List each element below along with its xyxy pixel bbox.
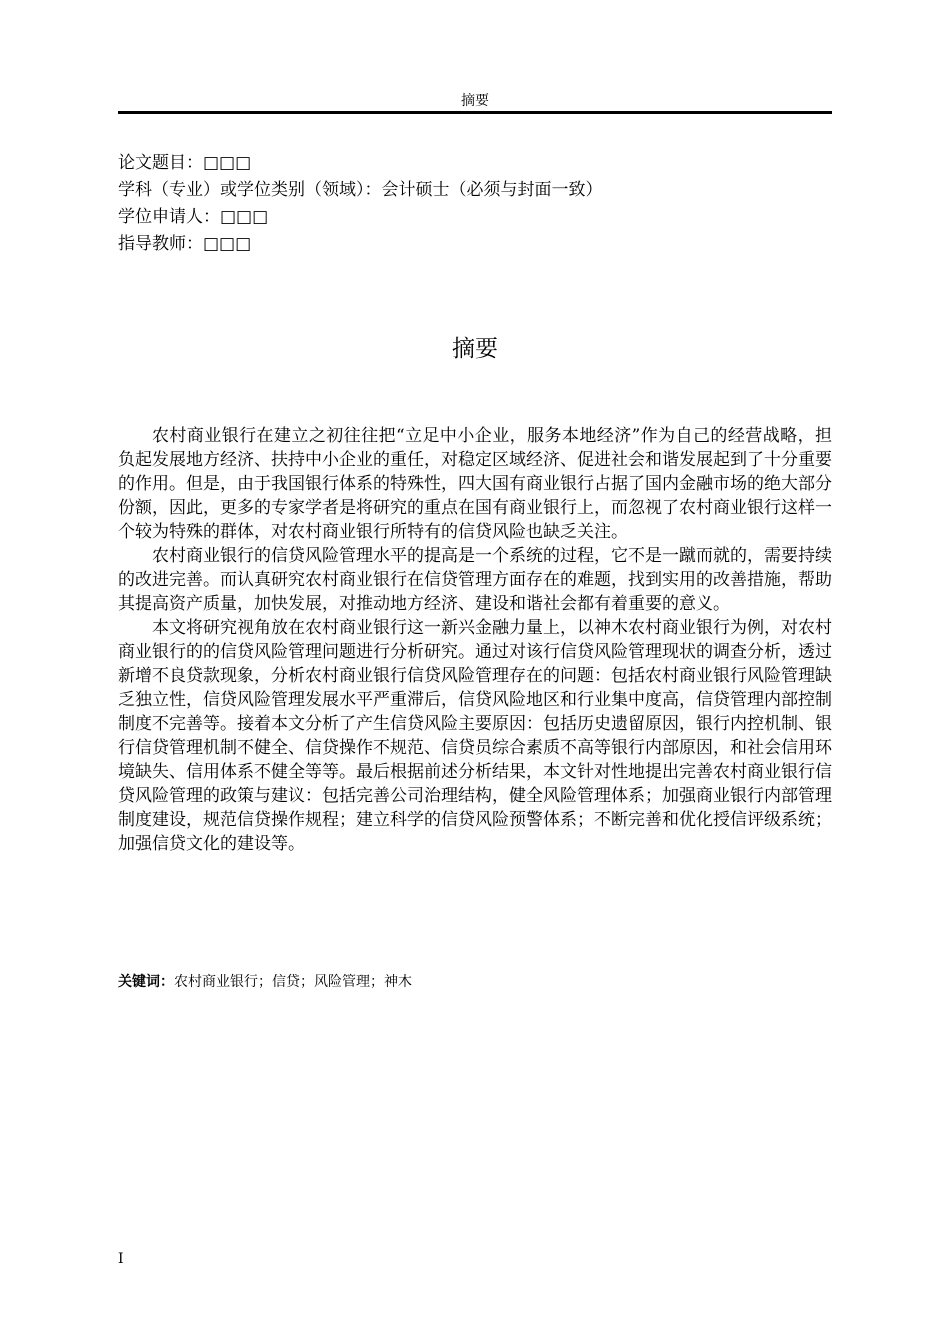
running-header: 摘要 [461, 93, 489, 109]
abstract-title: 摘要 [452, 336, 498, 362]
keywords-label: 关键词： [118, 974, 174, 990]
abstract-body [118, 424, 832, 856]
keywords-line [118, 972, 832, 992]
applicant-line: 学位申请人：□□□ [118, 207, 269, 227]
page-number: I [118, 1251, 124, 1267]
keywords-value: 农村商业银行；信贷；风险管理；神木 [174, 974, 412, 990]
thesis-title-line: 论文题目：□□□ [118, 153, 252, 173]
advisor-line: 指导教师：□□□ [118, 234, 252, 254]
abstract-paragraph-2: 农村商业银行的信贷风险管理水平的提高是一个系统的过程，它不是一蹴而就的，需要持续的改进完善。而认真研究农村商业银行在信贷管理方面存在的难题，找到实用的改善措施，帮助其提高资产质量，加快发展，对推动地方经济、建设和谐社会都有着重要的意义。 [118, 546, 832, 614]
abstract-paragraph-3: 本文将研究视角放在农村商业银行这一新兴金融力量上，以神木农村商业银行为例，对农村商业银行的的信贷风险管理问题进行分析研究。通过对该行信贷风险管理现状的调查分析，透过新增不良贷款现象，分析农村商业银行信贷风险管理存在的问题：包括农村商业银行风险管理缺乏独立性，信贷风险管理发展水平严重滞后，信贷风险地区和行业集中度高，信贷管理内部控制制度不完善等。接着本文分析了产生信贷风险主要原因：包括历史遗留原因，银行内控机制、银行信贷管理机制不健全、信贷操作不规范、信贷员综合素质不高等银行内部原因，和社会信用环境缺失、信用体系不健全等等。最后根据前述分析结果，本文针对性地提出完善农村商业银行信贷风险管理的政策与建议：包括完善公司治理结构，健全风险管理体系；加强商业银行内部管理制度建设，规范信贷操作规程；建立科学的信贷风险预警体系；不断完善和优化授信评级系统；加强信贷文化的建设等。 [118, 618, 832, 854]
abstract-paragraph-1: 农村商业银行在建立之初往往把“立足中小企业，服务本地经济”作为自己的经营战略，担负起发展地方经济、扶持中小企业的重任，对稳定区域经济、促进社会和谐发展起到了十分重要的作用。但是，由于我国银行体系的特殊性，四大国有商业银行占据了国内金融市场的绝大部分份额，因此，更多的专家学者是将研究的重点在国有商业银行上，而忽视了农村商业银行这样一个较为特殊的群体，对农村商业银行所特有的信贷风险也缺乏关注。 [118, 426, 832, 542]
header-rule [118, 111, 832, 114]
discipline-line: 学科（专业）或学位类别（领域）：会计硕士（必须与封面一致） [118, 180, 603, 200]
thesis-info-block [118, 150, 832, 258]
